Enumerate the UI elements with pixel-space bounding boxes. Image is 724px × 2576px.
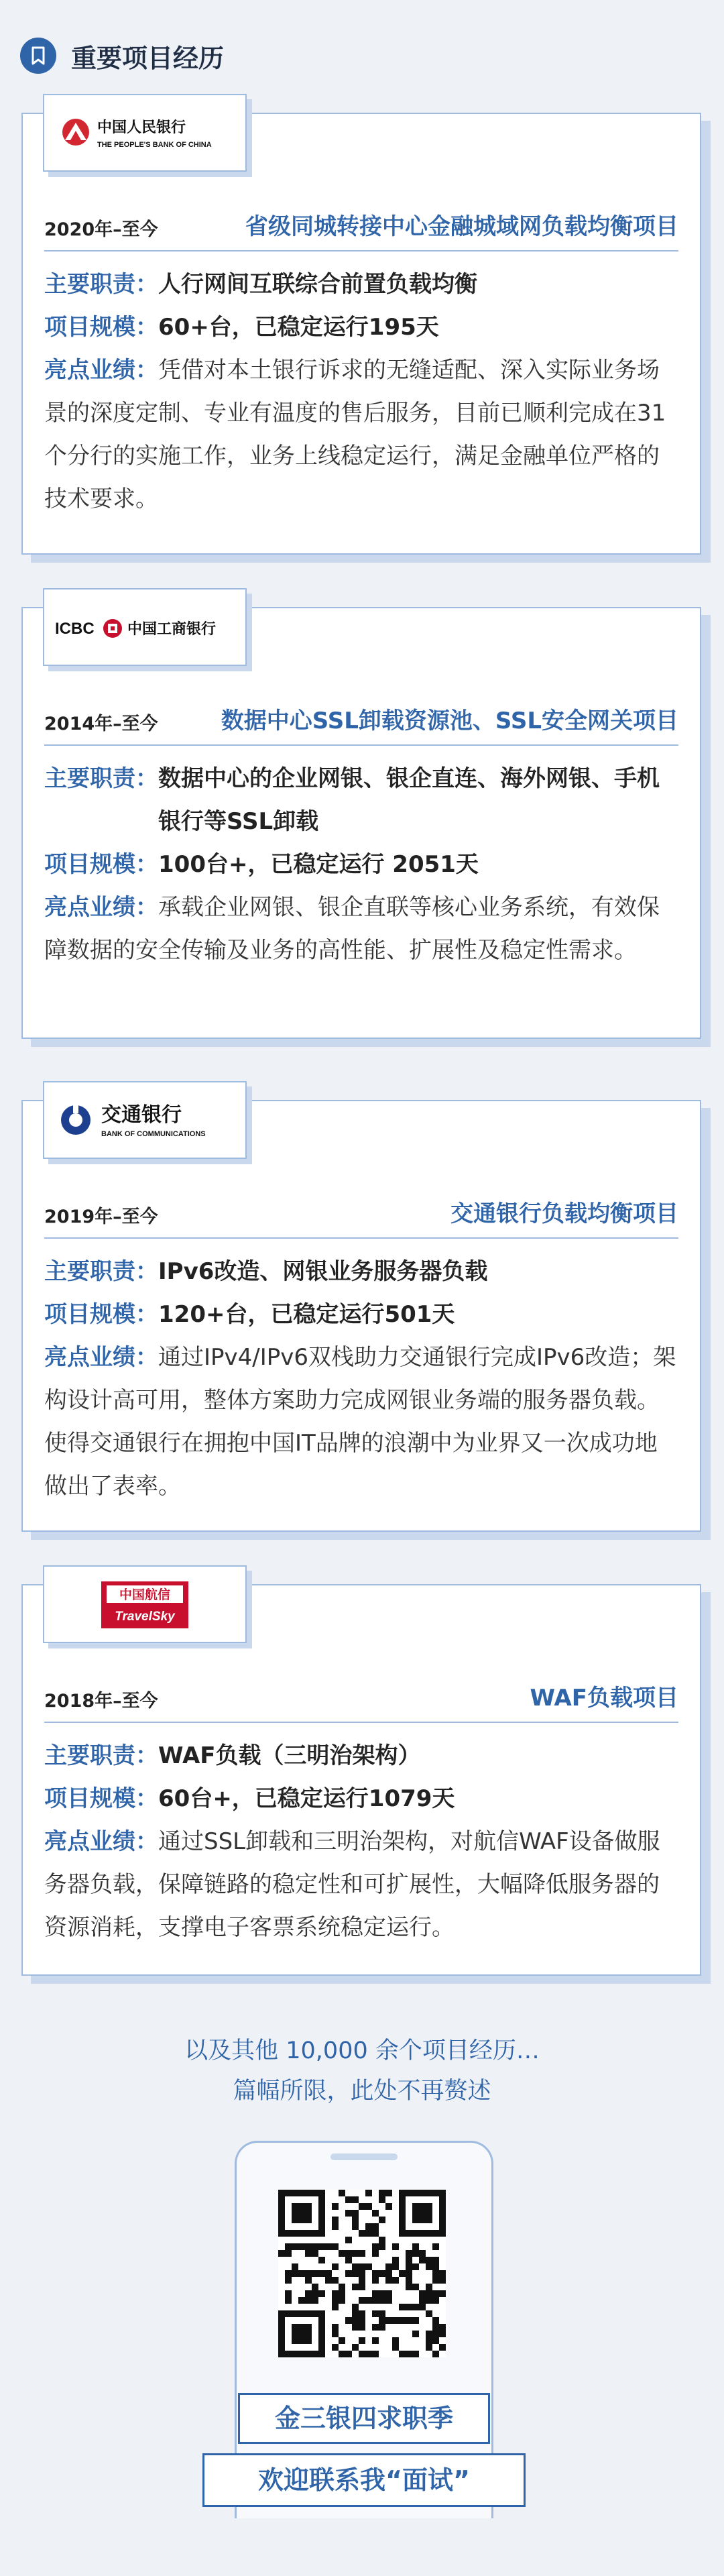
scale-label: 项目规模： — [44, 851, 158, 878]
pboc-logo — [43, 94, 247, 172]
project-title: 交通银行负载均衡项目 — [450, 1200, 678, 1227]
logo-name: 中国航信 — [119, 1587, 171, 1602]
highlight-label: 亮点业绩： — [44, 1828, 158, 1855]
project-card — [21, 607, 701, 1039]
project-card — [21, 1584, 701, 1976]
logo-name: 中国人民银行 — [97, 119, 186, 136]
project-period: 2020年–至今 — [44, 219, 158, 240]
phone-speaker — [330, 2153, 398, 2160]
highlight-value: 凭借对本土银行诉求的无缝适配、深入实际业务场景的深度定制、专业有温度的售后服务，目前已顺利完成在31个分行的实施工作，业务上线稳定运行，满足金融单位严格的技术要求。 — [44, 357, 666, 512]
duty-row — [44, 1734, 678, 1777]
scale-value: 120+台，已稳定运行501天 — [158, 1301, 455, 1328]
duty-label: 主要职责： — [44, 271, 158, 298]
project-period: 2014年–至今 — [44, 714, 158, 734]
project-title: 省级同城转接中心金融城域网负载均衡项目 — [245, 213, 678, 240]
project-card — [21, 1100, 701, 1532]
project-period: 2019年–至今 — [44, 1207, 158, 1227]
section-title: 重要项目经历 — [71, 43, 225, 73]
project-details — [44, 757, 678, 972]
highlight-label: 亮点业绩： — [44, 894, 158, 921]
project-title: WAF负载项目 — [530, 1685, 678, 1712]
project-period: 2018年–至今 — [44, 1691, 158, 1712]
logo-en: BANK OF COMMUNICATIONS — [101, 1130, 206, 1138]
scale-label: 项目规模： — [44, 1785, 158, 1812]
duty-row — [44, 757, 678, 843]
qr-caption: 金三银四求职季 — [238, 2393, 490, 2444]
duty-label: 主要职责： — [44, 1742, 158, 1769]
section-header — [20, 32, 224, 79]
project-title: 数据中心SSL卸载资源池、SSL安全网关项目 — [221, 708, 678, 734]
logo-en: THE PEOPLE'S BANK OF CHINA — [97, 141, 212, 149]
space-limited-text: 篇幅所限，此处不再赘述 — [233, 2078, 491, 2105]
scale-value: 100台+，已稳定运行 2051天 — [158, 851, 479, 878]
highlight-label: 亮点业绩： — [44, 1344, 158, 1371]
card-head — [44, 208, 678, 251]
highlight-row — [44, 1336, 678, 1508]
highlight-value: 通过SSL卸载和三明治架构，对航信WAF设备做服务器负载，保障链路的稳定性和可扩展性，大幅降低服务器的资源消耗，支撑电子客票系统稳定运行。 — [44, 1828, 660, 1941]
travelsky-logo — [43, 1565, 247, 1643]
card-head — [44, 702, 678, 746]
logo-en: ICBC — [55, 620, 95, 638]
highlight-row — [44, 886, 678, 972]
scale-row — [44, 1777, 678, 1820]
duty-row — [44, 1250, 678, 1293]
project-details — [44, 1734, 678, 1949]
scale-label: 项目规模： — [44, 314, 158, 341]
bookmark-icon — [20, 38, 56, 74]
contact-button[interactable]: 欢迎联系我“面试” — [202, 2453, 526, 2507]
highlight-value: 通过IPv4/IPv6双栈助力交通银行完成IPv6改造；架构设计高可用，整体方案助力完成网银业务端的服务器负载。使得交通银行在拥抱中国IT品牌的浪潮中为业界又一次成功地做出了表率。 — [44, 1344, 676, 1500]
duty-label: 主要职责： — [44, 1258, 158, 1285]
logo-en: TravelSky — [115, 1610, 175, 1624]
duty-value: IPv6改造、网银业务服务器负载 — [158, 1258, 488, 1285]
card-head — [44, 1195, 678, 1239]
scale-row — [44, 1293, 678, 1336]
qr-code-icon[interactable] — [278, 2190, 446, 2357]
logo-name: 交通银行 — [101, 1103, 182, 1127]
scale-label: 项目规模： — [44, 1301, 158, 1328]
project-details — [44, 1250, 678, 1508]
card-head — [44, 1679, 678, 1723]
scale-row — [44, 843, 678, 886]
scale-value: 60+台，已稳定运行195天 — [158, 314, 439, 341]
highlight-row — [44, 1820, 678, 1949]
highlight-row — [44, 349, 678, 520]
duty-value: 数据中心的企业网银、银企直连、海外网银、手机银行等SSL卸载 — [158, 765, 660, 835]
project-details — [44, 263, 678, 520]
duty-value: 人行网间互联综合前置负载均衡 — [158, 271, 477, 298]
duty-value: WAF负载（三明治架构） — [158, 1742, 421, 1769]
duty-label: 主要职责： — [44, 765, 158, 792]
logo-name: 中国工商银行 — [127, 621, 217, 638]
scale-value: 60台+，已稳定运行1079天 — [158, 1785, 455, 1812]
project-card — [21, 113, 701, 555]
duty-row — [44, 263, 678, 306]
scale-row — [44, 306, 678, 349]
more-projects-text: 以及其他 10,000 余个项目经历… — [184, 2037, 540, 2064]
bocom-logo — [43, 1081, 247, 1159]
icbc-logo — [43, 588, 247, 666]
highlight-label: 亮点业绩： — [44, 357, 158, 384]
highlight-value: 承载企业网银、银企直联等核心业务系统，有效保障数据的安全传输及业务的高性能、扩展性及稳定性需求。 — [44, 894, 660, 964]
